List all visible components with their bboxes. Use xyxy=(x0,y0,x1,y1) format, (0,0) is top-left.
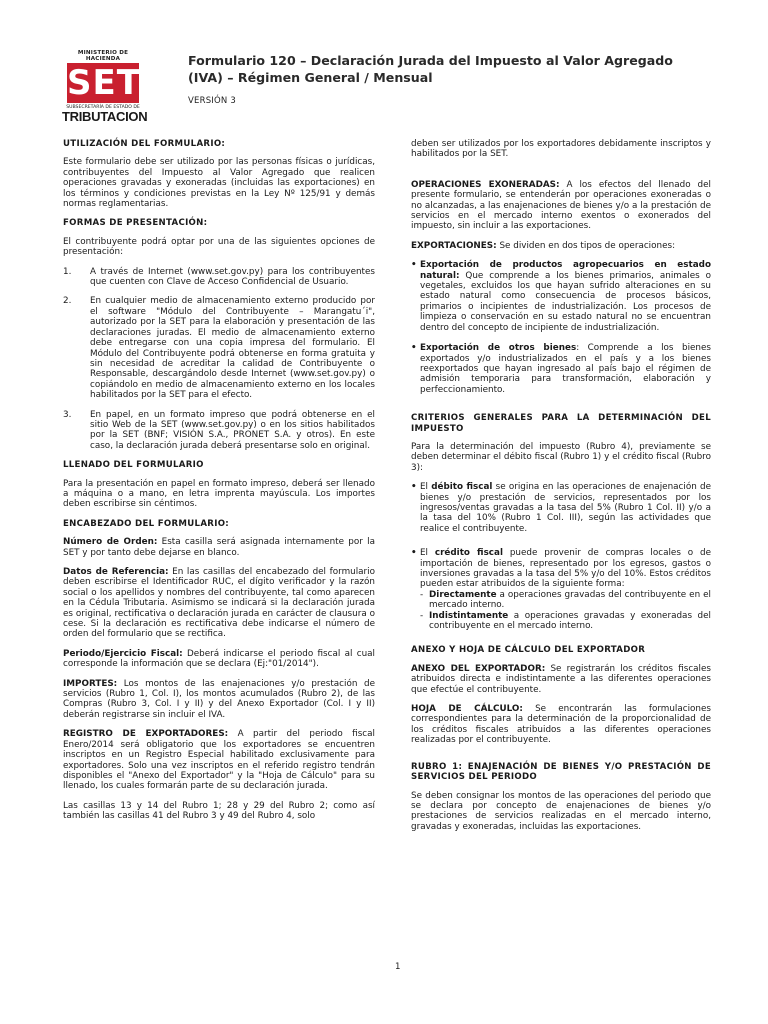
list-item: • Exportación de productos agropecuarios en estado natural: Que comprende a los bienes primarios, animales o vegetales, excluidos los que hayan sufrido alteraciones en su estado natural como consecuencia de procesos básicos, primarios o incipientes de industrialización. Los procesos de limpieza o conservación en su estado natural no se encuentran dentro del concepto de incipiente de industrialización. xyxy=(411,260,711,333)
sub-list-item: - Directamente a operaciones gravadas del contribuyente en el mercado interno. xyxy=(420,589,711,611)
paragraph-formas: El contribuyente podrá optar por una de las siguientes opciones de presentación: xyxy=(63,236,375,258)
bullet: • xyxy=(411,260,417,271)
label-exportaciones: EXPORTACIONES: xyxy=(411,240,497,251)
list-item-text: En cualquier medio de almacenamiento externo producido por el software "Módulo del Contribuyente – Marangatu´i", autorizado por la SET para la elaboración y presentación de las declaraciones juradas. El medio de almacenamiento externo debe entregarse con una copia impresa del formulario. El Módulo del Contribuyente podrá obtenerse en forma gratuita y sin necesidad de acreditar la calidad de Contribuyente o Responsable, descargándolo desde Internet (www.set.gov.py) o copiándolo en medio de almacenamiento externo en los locales habilitados por la SET para el efecto. xyxy=(90,296,375,401)
list-item: • Exportación de otros bienes: Comprende a los bienes exportados y/o industrializados en el país y a los bienes reexportados que hayan ingresado al país bajo el régimen de admisión temporaria para transformación, elaboración y perfeccionamiento. xyxy=(411,343,711,395)
bullet: • xyxy=(411,548,417,559)
list-item xyxy=(63,410,375,452)
paragraph-exoneradas: OPERACIONES EXONERADAS: A los efectos del llenado del presente formulario, se entenderán por operaciones exoneradas o no alcanzadas, a las enajenaciones de bienes y/o a la prestación de servicios en el mercado interno exentos o exonerados del impuesto, sin incluir a las exportaciones. xyxy=(411,179,711,232)
sub-list-item: - Indistintamente a operaciones gravadas y exoneradas del contribuyente en el mercado interno. xyxy=(420,610,711,632)
paragraph-importes: IMPORTES: Los montos de las enajenaciones y/o prestación de servicios (Rubro 1, Col. I), los montos acumulados (Rubro 2), de las Compras (Rubro 3, Col. I y II) y del Anexo Exportador (Col. I y II) deberán registrarse sin incluir el IVA. xyxy=(63,678,375,720)
paragraph-exportaciones: EXPORTACIONES: Se dividen en dos tipos de operaciones: xyxy=(411,240,676,251)
list-item xyxy=(63,296,375,400)
paragraph-numero-orden: Número de Orden: Esta casilla será asignada internamente por la SET y por tanto debe dejarse en blanco. xyxy=(63,537,375,558)
paragraph-hoja: HOJA DE CÁLCULO: Se encontrarán las formulaciones correspondientes para la determinación de la proporcionalidad de los créditos fiscales atribuidos a las diferentes operaciones realizadas por el contribuyente. xyxy=(411,704,711,746)
document-title: Formulario 120 – Declaración Jurada del Impuesto al Valor Agregado (IVA) – Régimen General / Mensual xyxy=(188,53,673,85)
paragraph-criterios: Para la determinación del impuesto (Rubro 4), previamente se deben determinar el débito fiscal (Rubro 1) y el crédito fiscal (Rubro 3): xyxy=(411,441,711,473)
list-item-text: En papel, en un formato impreso que podrá obtenerse en el sitio Web de la SET (www.set.gov.py) o en los sitios habilitados por la SET (BNF; VISIÓN S.A., PRONET S.A. y otros). En este caso, la declaración jurada deberá presentarse solo en original. xyxy=(90,409,375,451)
left-column xyxy=(63,139,375,831)
logo-tributacion: TRIBUTACION xyxy=(62,109,148,124)
label-datos-referencia: Datos de Referencia: xyxy=(63,567,169,577)
paragraph-continuation: deben ser utilizados por los exportadores debidamente inscriptos y habilitados por la SET. xyxy=(411,139,711,160)
list-item xyxy=(63,267,375,288)
label-numero-orden: Número de Orden: xyxy=(63,537,158,548)
label-importes: IMPORTES: xyxy=(63,678,118,689)
list-item-number: 2. xyxy=(63,296,72,307)
heading-criterios: CRITERIOS GENERALES PARA LA DETERMINACIÓN DEL IMPUESTO xyxy=(411,413,711,434)
heading-encabezado: ENCABEZADO DEL FORMULARIO: xyxy=(63,518,230,529)
bullet: • xyxy=(411,343,417,354)
paragraph-casillas: Las casillas 13 y 14 del Rubro 1; 28 y 29 del Rubro 2; como así también las casillas 41 del Rubro 3 y 49 del Rubro 4, solo xyxy=(63,800,375,822)
paragraph-llenado: Para la presentación en papel en formato impreso, deberá ser llenado a máquina o a mano, en letra imprenta mayúscula. Los importes deben escribirse sin céntimos. xyxy=(63,478,375,510)
heading-llenado: LLENADO DEL FORMULARIO xyxy=(63,460,204,471)
paragraph-periodo: Periodo/Ejercicio Fiscal: Deberá indicarse el periodo fiscal al cual corresponde la información que se declara (Ej:"01/2014"). xyxy=(63,648,375,670)
set-logo xyxy=(62,50,148,136)
page-number: 1 xyxy=(395,962,401,972)
right-column xyxy=(411,139,711,841)
list-item: • El débito fiscal se origina en las operaciones de enajenación de bienes y/o prestación de servicios, representados por los ingresos/ventas gravadas a la tasa del 5% (Rubro 1 Col. II) y/o a la tasa del 10% (Rubro 1 Col. III), según las actividades que realice el contribuyente. xyxy=(411,482,711,534)
label-anexo: ANEXO DEL EXPORTADOR: xyxy=(411,663,546,674)
list-item-number: 1. xyxy=(63,266,72,277)
heading-anexo: ANEXO Y HOJA DE CÁLCULO DEL EXPORTADOR xyxy=(411,645,646,656)
logo-ministry: MINISTERIO DE HACIENDA xyxy=(77,50,129,62)
paragraph-rubro1: Se deben consignar los montos de las operaciones del periodo que se declara por concepto de enajenaciones de bienes y/o prestaciones de servicios realizadas en el mercado interno, gravadas y exoneradas, incluidas las exportaciones. xyxy=(411,790,711,832)
bullet: • xyxy=(411,482,417,493)
label-hoja: HOJA DE CÁLCULO: xyxy=(411,704,523,715)
paragraph-utilizacion: Este formulario debe ser utilizado por las personas físicas o jurídicas, contribuyentes del Impuesto al Valor Agregado que realicen operaciones gravadas y exoneradas (incluidas las exportaciones) en los términos y condiciones previstas en la Ley Nº 125/91 y demás normas reglamentarias. xyxy=(63,157,375,210)
document-version: VERSIÓN 3 xyxy=(188,96,236,106)
label-exoneradas: OPERACIONES EXONERADAS: xyxy=(411,179,560,190)
heading-formas: FORMAS DE PRESENTACIÓN: xyxy=(63,218,208,229)
list-item-text: A través de Internet (www.set.gov.py) para los contribuyentes que cuenten con Clave de Acceso Confidencial de Usuario. xyxy=(90,266,375,288)
label-registro: REGISTRO DE EXPORTADORES: xyxy=(63,729,229,740)
paragraph-anexo: ANEXO DEL EXPORTADOR: Se registrarán los créditos fiscales atribuidos directa e indistintamente a las diferentes operaciones que efectúe el contribuyente. xyxy=(411,663,711,695)
logo-subsecretaria: SUBSECRETARÍA DE ESTADO DE xyxy=(66,105,140,110)
list-item-number: 3. xyxy=(63,409,72,420)
paragraph-datos-referencia: Datos de Referencia: En las casillas del encabezado del formulario deben escribirse el Identificador RUC, el dígito verificador y la razón social o los apellidos y nombres del contribuyente, tal como aparecen en la Cédula Tributaria. Asimismo se indicará si la declaración jurada es original, rectificativa o declaración jurada en carácter de clausura o cese. Si la declaración es rectificativa debe indicarse el número de orden del formulario que se rectifica. xyxy=(63,567,375,640)
heading-utilizacion: UTILIZACIÓN DEL FORMULARIO: xyxy=(63,139,226,149)
paragraph-registro: REGISTRO DE EXPORTADORES: A partir del periodo fiscal Enero/2014 será obligatorio que los exportadores se encuentren inscriptos en un Registro Especial habilitado exclusivamente para exportadores. Solo una vez inscriptos en el referido registro tendrán disponibles el "Anexo del Exportador" y la "Hoja de Cálculo" para su llenado, los cuales formarán parte de su declaración jurada. xyxy=(63,729,375,792)
label-periodo: Periodo/Ejercicio Fiscal: xyxy=(63,648,183,659)
logo-set-mark: SET xyxy=(67,63,141,103)
list-item: • El crédito fiscal puede provenir de compras locales o de importación de bienes, representado por los egresos, gastos o inversiones gravadas a la tasa del 5% y/o del 10%. Estos créditos pueden estar atribuidos de la siguiente forma: - Directamente a operaciones gravadas del contribuyente en el mercado interno. - Indistintamente a operaciones gravadas y exoneradas del contribuyente en el mercado interno. xyxy=(411,548,711,632)
heading-rubro1: RUBRO 1: ENAJENACIÓN DE BIENES Y/O PRESTACIÓN DE SERVICIOS DEL PERIODO xyxy=(411,761,711,783)
